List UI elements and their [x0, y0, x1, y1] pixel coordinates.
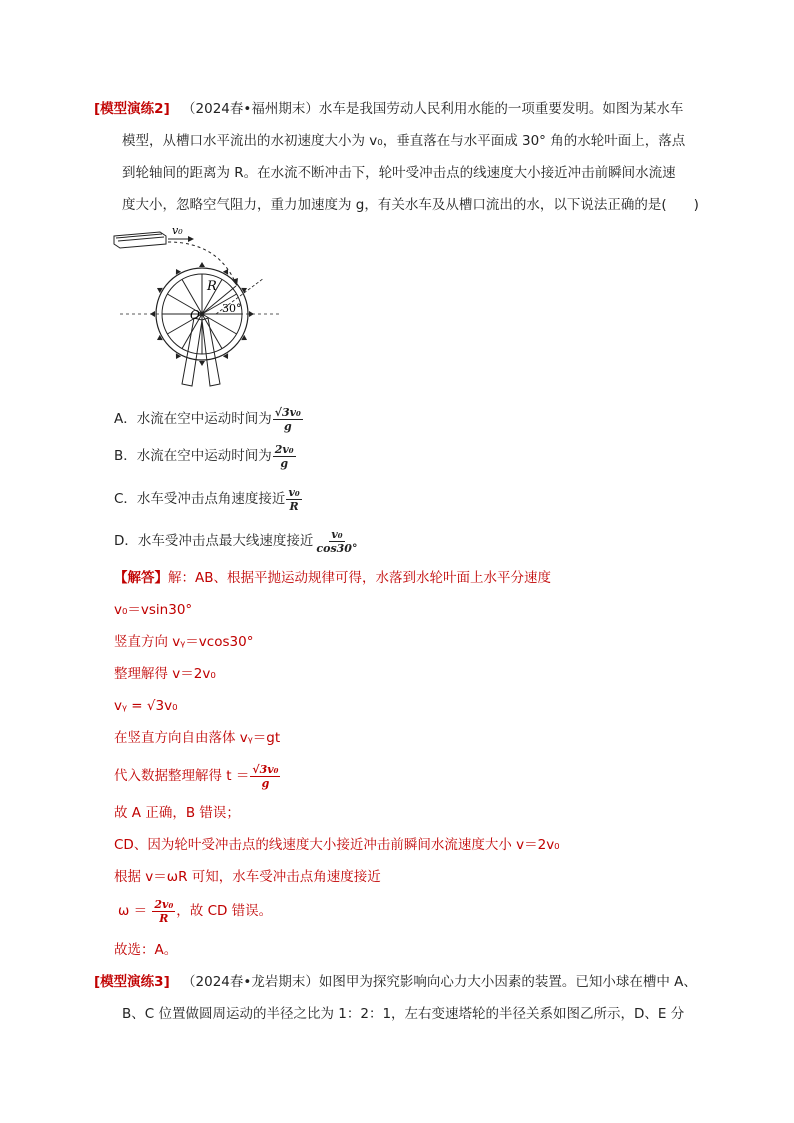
- wheel-blade: [199, 361, 205, 366]
- answer-tag: 【解答】: [114, 570, 168, 586]
- option-b-fraction: [273, 443, 296, 470]
- answer-line-11: [118, 893, 272, 929]
- q3-tag: [模型演练3]: [94, 974, 170, 990]
- wheel-blade: [199, 262, 205, 267]
- answer-11-fraction: [152, 898, 175, 925]
- option-b-numerator: 2v₀: [274, 442, 294, 456]
- v0-label: v₀: [172, 224, 183, 237]
- q2-tag: [模型演练2]: [94, 101, 170, 117]
- answer-line-1: [114, 568, 551, 588]
- q2-text-4: 度大小，忽略空气阻力，重力加速度为 g，有关水车及从槽口流出的水，以下说法正确的是( ): [122, 197, 699, 213]
- option-a-text: A．水流在空中运动时间为: [114, 411, 272, 427]
- answer-text-11-post: ，故 CD 错误。: [176, 903, 273, 919]
- q2-first-line: [94, 99, 683, 119]
- option-a-denominator: g: [283, 419, 292, 433]
- q2-text-1: 水车是我国劳动人民利用水能的一项重要发明。如图为某水车: [318, 101, 684, 117]
- water-wheel-figure: [108, 222, 288, 392]
- answer-text-7: 代入数据整理解得 t ＝: [114, 768, 250, 784]
- answer-text-6: 在竖直方向自由落体 vᵧ＝gt: [114, 730, 281, 746]
- option-b-text: B．水流在空中运动时间为: [114, 448, 272, 464]
- option-a-numerator: √3v₀: [274, 405, 301, 419]
- answer-7-denominator: g: [261, 776, 270, 790]
- option-a-fraction: [273, 406, 303, 433]
- answer-line-7: [114, 758, 281, 794]
- option-d-numerator: v₀: [331, 527, 343, 541]
- wheel-blade: [150, 311, 155, 317]
- O-label: O: [190, 308, 200, 322]
- answer-text-12: 故选：A。: [114, 942, 178, 958]
- angle-label: 30°: [222, 302, 242, 315]
- option-d-denominator: cos30°: [316, 541, 358, 555]
- option-d-text: D．水车受冲击点最大线速度接近: [114, 533, 314, 549]
- wheel-blade: [249, 311, 254, 317]
- answer-text-5: vᵧ = √3v₀: [114, 698, 178, 714]
- option-d[interactable]: [114, 526, 360, 556]
- answer-text-4: 整理解得 v＝2v₀: [114, 666, 216, 682]
- answer-7-numerator: √3v₀: [252, 762, 279, 776]
- trough-icon: [114, 232, 166, 248]
- q2-text-2: 模型，从槽口水平流出的水初速度大小为 v₀，垂直落在与水平面成 30° 角的水轮叶面上，落点: [122, 133, 686, 149]
- answer-text-10: 根据 v＝ωR 可知，水车受冲击点角速度接近: [114, 869, 381, 885]
- answer-11-numerator: 2v₀: [154, 897, 174, 911]
- answer-text-3: 竖直方向 vᵧ＝vcos30°: [114, 634, 254, 650]
- option-c[interactable]: [114, 484, 303, 514]
- answer-text-9: CD、因为轮叶受冲击点的线速度大小接近冲击前瞬间水流速度大小 v＝2v₀: [114, 837, 560, 853]
- option-b-denominator: g: [280, 456, 289, 470]
- option-a[interactable]: [114, 404, 304, 434]
- q3-first-line: [94, 972, 697, 992]
- option-c-numerator: v₀: [288, 485, 300, 499]
- q2-source: （2024春•福州期末）: [182, 101, 319, 117]
- option-c-fraction: [286, 486, 301, 513]
- q3-source: （2024春•龙岩期末）: [182, 974, 319, 990]
- option-d-fraction: [314, 528, 359, 555]
- answer-text-1: 解：AB、根据平抛运动规律可得，水落到水轮叶面上水平分速度: [168, 570, 551, 586]
- answer-11-denominator: R: [159, 911, 169, 925]
- option-c-denominator: R: [289, 499, 299, 513]
- answer-text-2: v₀＝vsin30°: [114, 602, 193, 618]
- option-b[interactable]: [114, 441, 297, 471]
- answer-text-11-pre: ω ＝: [118, 903, 148, 919]
- option-c-text: C．水车受冲击点角速度接近: [114, 491, 286, 507]
- q3-text-1: 如图甲为探究影响向心力大小因素的装置。已知小球在槽中 A、: [318, 974, 697, 990]
- q3-text-2: B、C 位置做圆周运动的半径之比为 1：2：1，左右变速塔轮的半径关系如图乙所示，D、E 分: [122, 1006, 685, 1022]
- R-label: R: [207, 279, 217, 294]
- q2-text-3: 到轮轴间的距离为 R。在水流不断冲击下，轮叶受冲击点的线速度大小接近冲击前瞬间水流速: [122, 165, 676, 181]
- answer-7-fraction: [250, 763, 280, 790]
- answer-text-8: 故 A 正确，B 错误；: [114, 805, 240, 821]
